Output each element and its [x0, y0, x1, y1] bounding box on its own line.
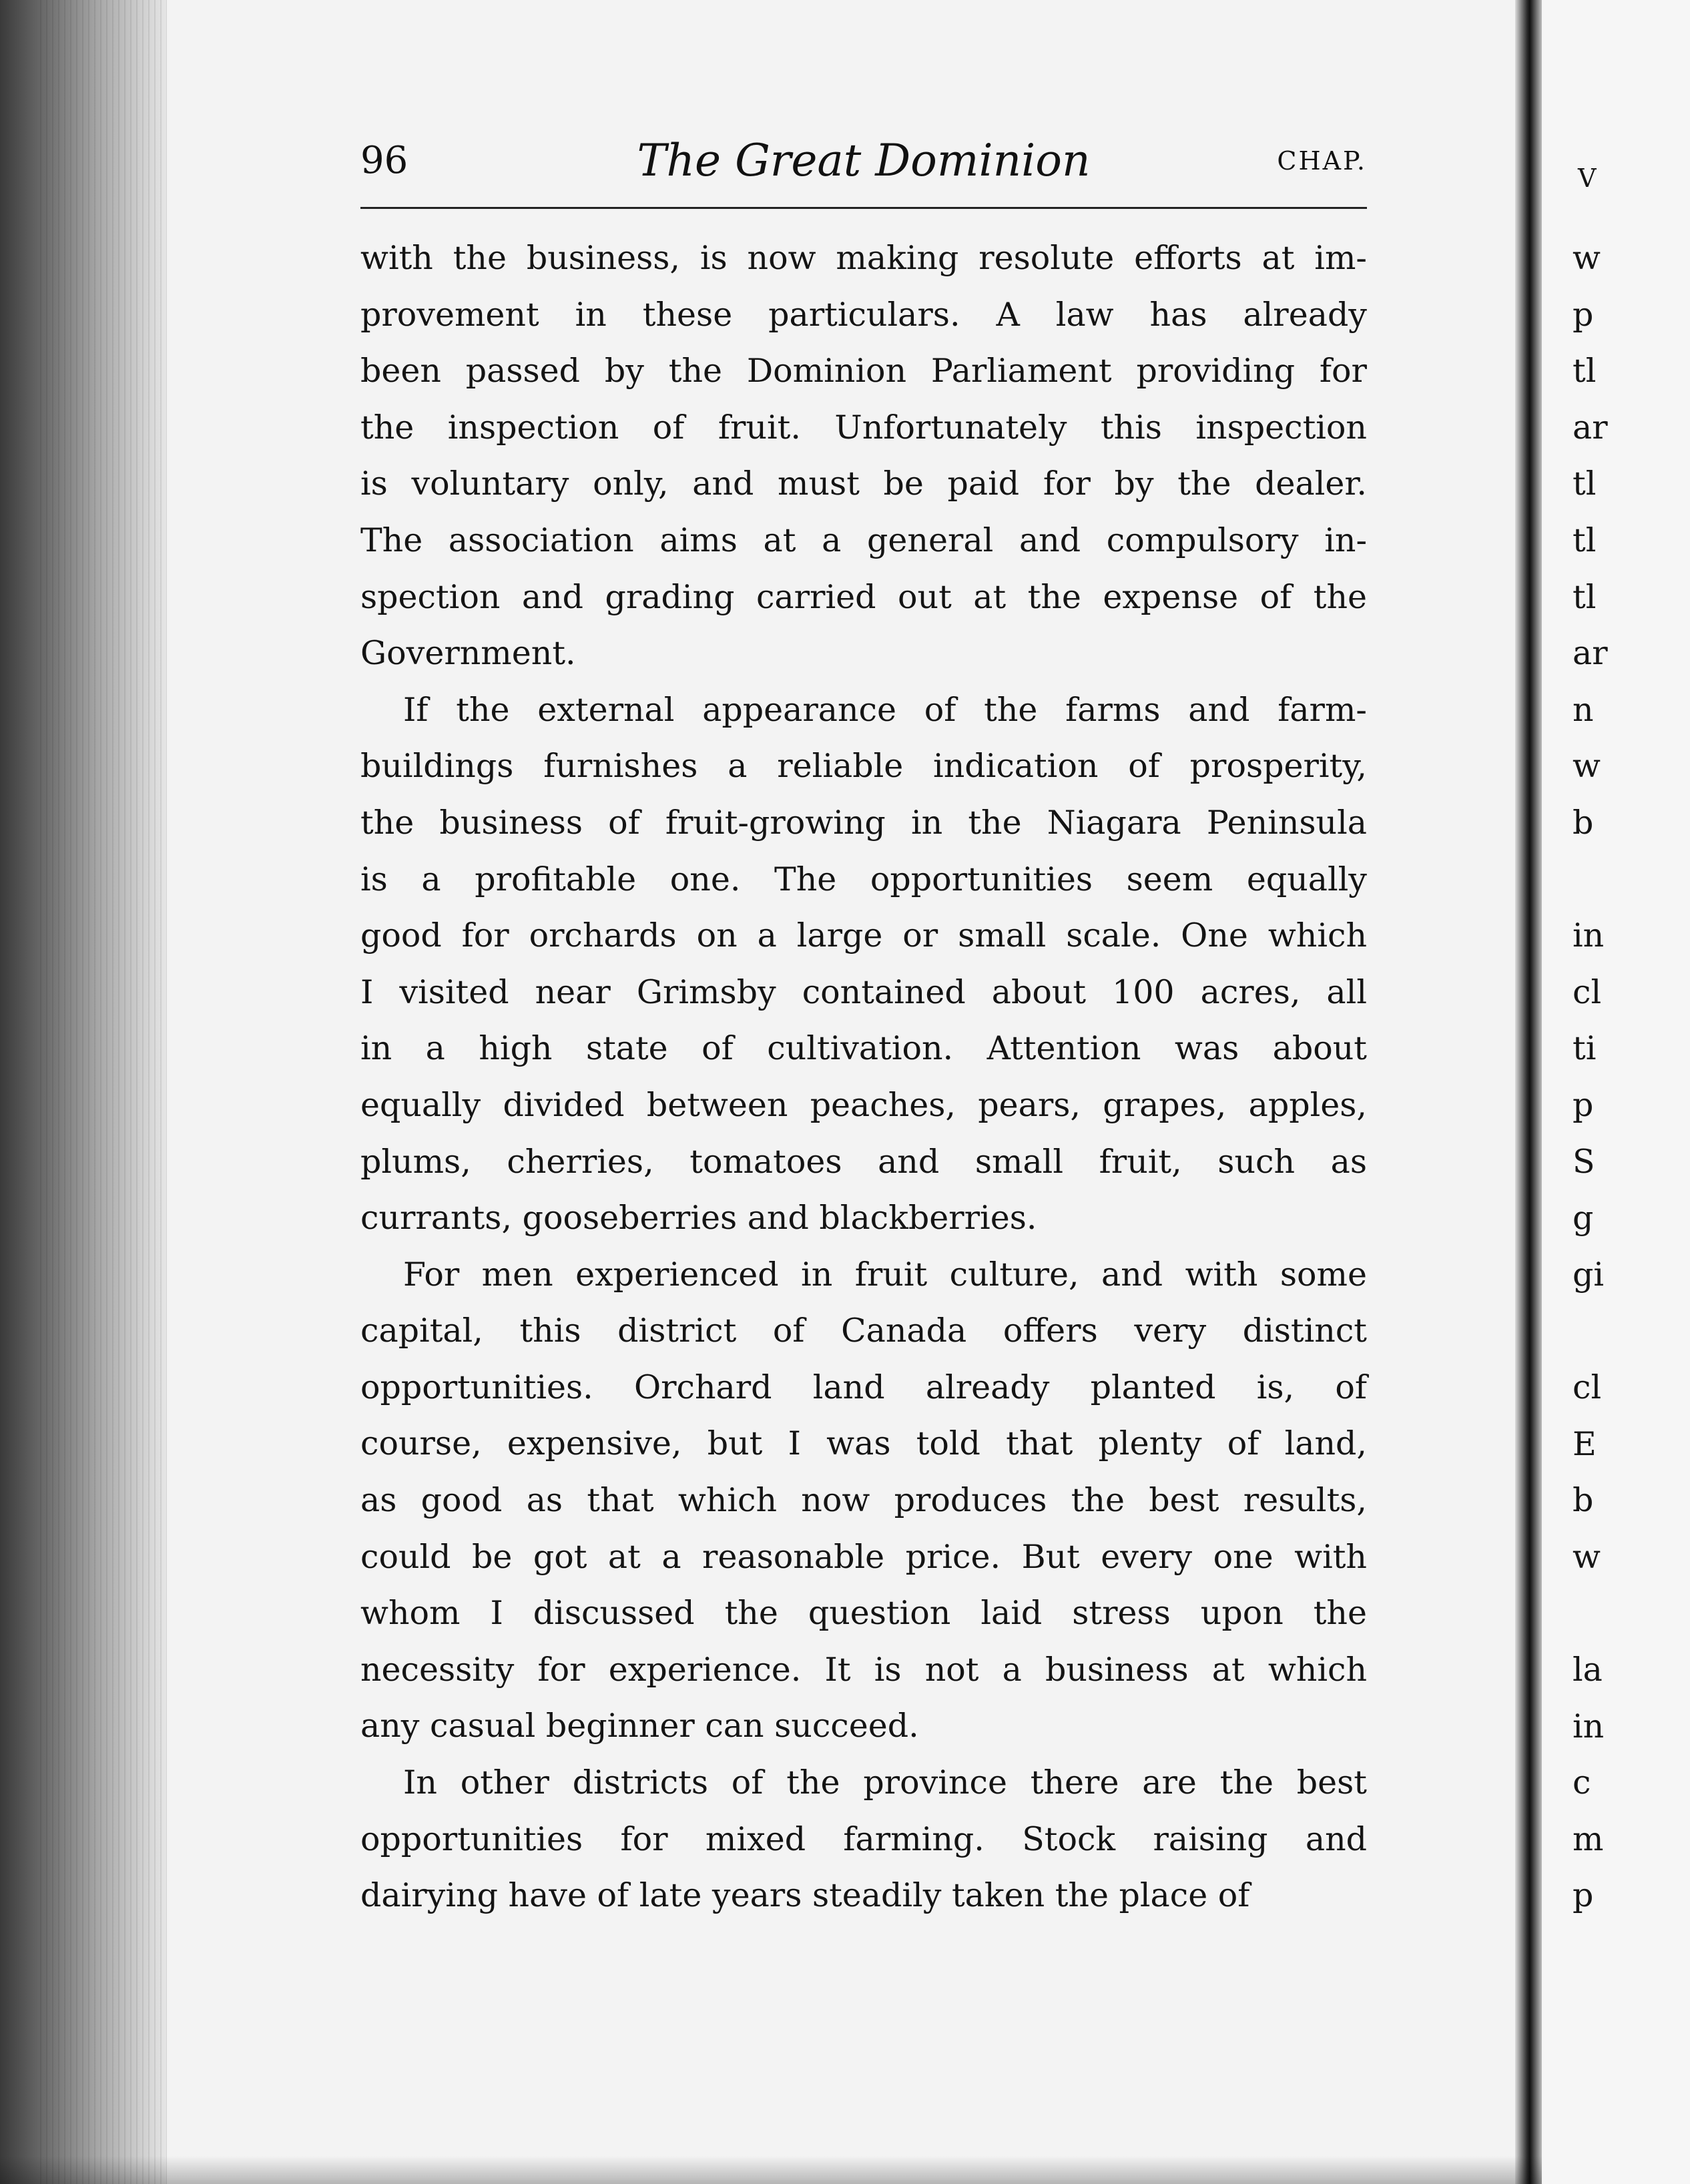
- facing-page-fragment: in: [1573, 1707, 1605, 1745]
- text-line: opportunities. Orchard land already planted is, of: [360, 1368, 1367, 1406]
- facing-page-fragment: p: [1573, 295, 1594, 334]
- text-line: with the business, is now making resolute efforts at im-: [360, 239, 1367, 277]
- facing-page-fragment: tl: [1573, 577, 1597, 616]
- facing-page-fragment: p: [1573, 1876, 1594, 1915]
- text-line: dairying have of late years steadily taken the place of: [360, 1876, 1250, 1915]
- facing-page-fragment: w: [1573, 239, 1601, 277]
- facing-page: [1542, 0, 1690, 2184]
- facing-page-fragment: cl: [1573, 1368, 1602, 1406]
- facing-page-fragment: ar: [1573, 634, 1608, 673]
- facing-page-fragment: c: [1573, 1763, 1591, 1802]
- text-line: in a high state of cultivation. Attention was about: [360, 1029, 1367, 1068]
- facing-page-header-fragment: V: [1578, 164, 1597, 193]
- text-line: necessity for experience. It is not a business at which: [360, 1650, 1367, 1689]
- facing-page-fragment: w: [1573, 747, 1601, 786]
- text-line: equally divided between peaches, pears, grapes, apples,: [360, 1085, 1367, 1124]
- text-line: provement in these particulars. A law has already: [360, 295, 1367, 334]
- text-line: is voluntary only, and must be paid for by the dealer.: [360, 465, 1367, 503]
- body-text: [360, 230, 1367, 1924]
- text-line: good for orchards on a large or small scale. One which: [360, 916, 1367, 955]
- facing-page-fragment: cl: [1573, 973, 1602, 1011]
- running-title: The Great Dominion: [637, 135, 1091, 186]
- facing-page-fragment: w: [1573, 1537, 1601, 1576]
- text-line: capital, this district of Canada offers very distinct: [360, 1312, 1367, 1350]
- facing-page-fragment: E: [1573, 1424, 1597, 1463]
- facing-page-fragment: in: [1573, 916, 1605, 955]
- text-line: been passed by the Dominion Parliament providing for: [360, 352, 1367, 390]
- facing-page-fragment: b: [1573, 804, 1594, 842]
- facing-page-fragment: b: [1573, 1481, 1594, 1520]
- facing-page-fragment: n: [1573, 690, 1594, 729]
- text-line: currants, gooseberries and blackberries.: [360, 1199, 1037, 1238]
- facing-page-fragment: m: [1573, 1820, 1604, 1858]
- text-line: plums, cherries, tomatoes and small fruit, such as: [360, 1142, 1367, 1181]
- facing-page-fragment: gi: [1573, 1255, 1605, 1294]
- facing-page-fragment: ar: [1573, 408, 1608, 447]
- text-line: as good as that which now produces the best results,: [360, 1481, 1367, 1520]
- text-line: The association aims at a general and compulsory in-: [360, 521, 1367, 559]
- text-line: In other districts of the province there are the best: [403, 1763, 1367, 1802]
- text-line: buildings furnishes a reliable indication of prosperity,: [360, 747, 1367, 786]
- page-bottom-shadow: [0, 2156, 1542, 2184]
- page-edge-texture: [40, 0, 167, 2184]
- text-line: opportunities for mixed farming. Stock raising and: [360, 1820, 1367, 1858]
- facing-page-fragment: tl: [1573, 352, 1597, 390]
- facing-page-fragment: ti: [1573, 1029, 1597, 1068]
- book-gutter: [1515, 0, 1542, 2184]
- text-line: the inspection of fruit. Unfortunately this inspection: [360, 408, 1367, 447]
- facing-page-fragment: tl: [1573, 465, 1597, 503]
- page-number: 96: [360, 139, 408, 182]
- facing-page-fragment: la: [1573, 1651, 1603, 1689]
- text-line: For men experienced in fruit culture, and with some: [403, 1255, 1367, 1294]
- facing-page-fragment: tl: [1573, 521, 1597, 559]
- text-line: could be got at a reasonable price. But every one with: [360, 1537, 1367, 1576]
- text-line: whom I discussed the question laid stress upon the: [360, 1594, 1367, 1633]
- facing-page-fragment: S: [1573, 1142, 1595, 1181]
- text-line: course, expensive, but I was told that plenty of land,: [360, 1424, 1367, 1463]
- chapter-label: CHAP.: [1277, 146, 1367, 176]
- text-line: spection and grading carried out at the expense of the: [360, 577, 1367, 616]
- text-line: Government.: [360, 634, 576, 673]
- text-line: is a profitable one. The opportunities seem equally: [360, 860, 1367, 898]
- header-rule: [360, 207, 1367, 209]
- page-header: [360, 131, 1367, 191]
- text-line: If the external appearance of the farms and farm-: [403, 690, 1367, 729]
- text-line: the business of fruit-growing in the Niagara Peninsula: [360, 803, 1367, 842]
- text-line: any casual beginner can succeed.: [360, 1707, 919, 1745]
- facing-page-fragment: g: [1573, 1199, 1594, 1238]
- text-line: I visited near Grimsby contained about 100 acres, all: [360, 973, 1367, 1011]
- facing-page-fragment: p: [1573, 1086, 1594, 1124]
